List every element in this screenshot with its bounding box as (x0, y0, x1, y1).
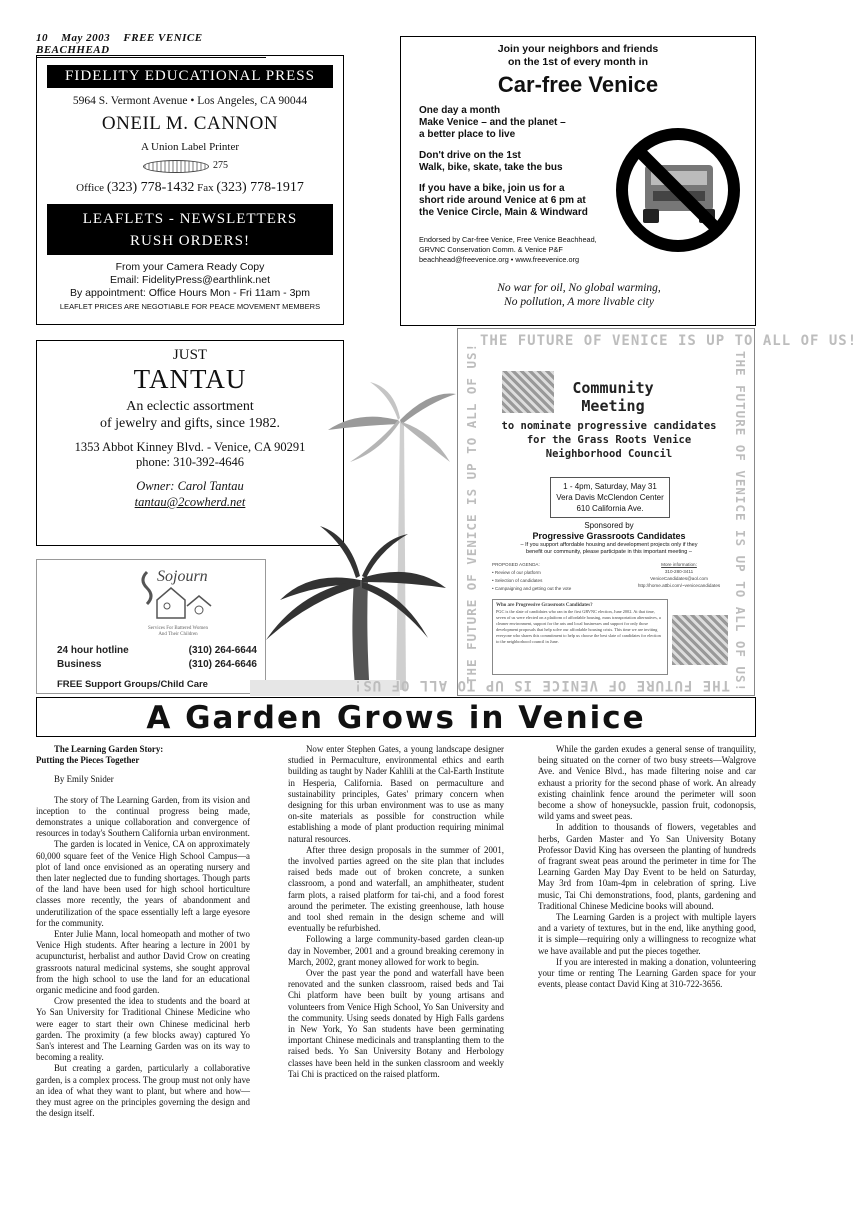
article-paragraph: Over the past year the pond and waterfall have been renovated and the sunken classroom, raised beds and Tai Chi platform have been built by young artisans and volunteers from Venice High School, Yo San University and the community. Using seeds donated by High Falls gardens in New York, Yo San students have been germinating important Chinese medicinals and transplanting them to the raised beds. Yo San University Botany and Herbology classes have been held in the sunken classroom and weekly Tai Chi is practiced on the raised platform. (288, 968, 504, 1079)
foot-line-1: From your Camera Ready Copy (115, 261, 265, 273)
flyer-border-top: THE FUTURE OF VENICE IS UP TO ALL OF US! (480, 333, 857, 349)
endorse-line-1: Endorsed by Car-free Venice, Free Venice Beachhead, (419, 235, 597, 244)
contact-title: More information: (661, 562, 697, 567)
meeting-subheading (486, 419, 732, 461)
article-kicker (36, 744, 250, 766)
sojourn-sub-line-2: And Their Children (158, 632, 198, 637)
band-line-2: RUSH ORDERS! (130, 233, 250, 249)
sojourn-phones (57, 644, 257, 692)
band-line-1: LEAFLETS - NEWSLETTERS (82, 211, 298, 227)
fidelity-press-ad (36, 55, 344, 325)
fidelity-union-label: A Union Label Printer (140, 141, 240, 153)
tantau-owner: Owner: Carol Tantau (136, 479, 244, 493)
tantau-email: tantau@2cowherd.net (134, 495, 246, 509)
info-box-title: Who are Progressive Grassroots Candidates? (496, 603, 593, 608)
carfree-title: Car-free Venice (497, 72, 659, 97)
issue-date: May 2003 (61, 32, 111, 44)
contact-email: VeniceCandidates@aol.com (650, 576, 708, 581)
article-paragraph: Now enter Stephen Gates, a young landscape designer studied in Permaculture, environmental ethics and earth building as taught by Nader Kahlili at the Cal-Earth Institute in Hesperia, California. Based on permaculture and sustainability principles, Gates' primary concern when designing for this urban environment was to use as many on-site materials as possible for construction while establishing a mode of plant production requiring minimal natural resources. (288, 744, 504, 844)
carfree-p1-line-3: a better place to live (419, 129, 516, 140)
sojourn-name: Sojourn (157, 568, 208, 585)
contact-url: http://home.attbi.com/~venicecandidates (637, 583, 721, 588)
article-paragraph: The Learning Garden is a project with multiple layers and a variety of textures, but in the end, like anything good, it is simple—requiring only a willingness to recognize what we have available and put the pieces together. (538, 912, 756, 956)
contact-phone: 310-280-3411 (664, 569, 694, 574)
carfree-head-line-2: on the 1st of every month in (507, 56, 649, 68)
agenda-item: • Review of our platform (492, 570, 541, 575)
flyer-border-bottom: THE FUTURE OF VENICE IS UP TO ALL OF US! (352, 677, 730, 693)
hotline-number: (310) 264-6644 (188, 645, 257, 656)
meeting-head-line-2: Meeting (581, 397, 645, 415)
slogan-line-2: No pollution, A more livable city (504, 296, 654, 308)
sponsor-note-line-2: benefit our community, please participate in this important meeting – (526, 549, 692, 555)
carfree-slogan (401, 281, 757, 309)
article-paragraph: Following a large community-based garden clean-up day in November, 2001 and a ground breaking ceremony in March, 2002, grant money allowed for work to begin. (288, 934, 504, 967)
meeting-venue: Vera Davis McClendon Center (556, 493, 664, 502)
meeting-contact (624, 561, 734, 589)
carfree-para-1 (419, 105, 629, 141)
fidelity-band (47, 204, 333, 255)
page-number: 10 (36, 32, 48, 44)
community-meeting-flyer (352, 328, 857, 696)
article-paragraph: If you are interested in making a donation, volunteering your time or renting The Learning Garden space for your events, please contact David King at 310-722-3656. (538, 956, 756, 990)
fidelity-phones (37, 180, 343, 196)
sojourn-sub-line-1: Services For Battered Women (148, 626, 208, 631)
carfree-p3-line-2: short ride around Venice at 6 pm at (419, 195, 586, 206)
article-paragraph: In addition to thousands of flowers, vegetables and herbs, Garden Master and Yo San University Botany Professor David King has overseen the planting of hundreds of fragrant sweat peas around the perimeter in time for The Learning Garden May Day Event to be held on Saturday, May 3rd from 10am-4pm in celebration of spring. Live music, Tai Chi demonstrations, food, plants, gardening and Traditional Chinese Medicine books will abound. (538, 822, 756, 911)
article-paragraph: The garden is located in Venice, CA on approximately 60,000 square feet of the Venice High School Campus—a plot of land once envisioned as an operating nursery and then later neglected due to funding shortages. Though parts of the land have been used for high school horticulture classes more recently, the years of abandonment and underutilization of the space essentially left a large eyesore for the community. (36, 839, 250, 928)
tantau-phone: phone: 310-392-4646 (136, 455, 244, 469)
article-paragraph: Enter Julie Mann, local homeopath and mother of two Venice High students. After hearing a lecture in 2001 by acupuncturist, herbalist and author David Crow on creating grassroots natural medicinal systems, she sought approval from the high school to use the land for an educational organic medicine and food garden. (36, 929, 250, 996)
article-byline: By Emily Snider (54, 774, 114, 785)
carfree-p3-line-1: If you have a bike, join us for a (419, 183, 565, 194)
business-label: Business (57, 659, 102, 670)
fax-label: Fax (197, 182, 214, 194)
meeting-details-box (550, 477, 670, 518)
kicker-line-1: The Learning Garden Story: (54, 744, 164, 754)
agenda-item: • Selection of candidates (492, 578, 543, 583)
fidelity-owner: ONEIL M. CANNON (101, 113, 279, 134)
business-number: (310) 264-6646 (188, 659, 257, 670)
article-headline: A Garden Grows in Venice (146, 700, 646, 736)
carfree-head-line-1: Join your neighbors and friends (497, 43, 659, 55)
sojourn-business-row (57, 658, 257, 672)
sponsor-note-line-1: – If you support affordable housing and development projects only if they (520, 542, 698, 548)
sojourn-subtitle (123, 626, 233, 638)
article-column-1 (36, 744, 250, 1120)
agenda-item: • Campaigning and getting out the vote (492, 586, 572, 591)
tantau-name: TANTAU (133, 364, 247, 394)
kicker-line-2: Putting the Pieces Together (36, 755, 140, 766)
foot-line-2: Email: FidelityPress@earthlink.net (109, 274, 271, 286)
palm-tree-illustration (250, 380, 460, 696)
union-bug-icon (135, 159, 245, 175)
slogan-line-1: No war for oil, No global warming, (497, 282, 661, 294)
sponsor-label: Sponsored by (584, 521, 634, 530)
flyer-border-left: THE FUTURE OF VENICE IS UP TO ALL OF US! (464, 342, 479, 684)
flyer-thumbnail-image (502, 371, 554, 413)
carfree-p1-line-2: Make Venice – and the planet – (419, 117, 566, 128)
union-bug-number: 275 (213, 160, 228, 171)
meeting-sub-line-1: to nominate progressive candidates (501, 420, 717, 432)
meeting-address: 610 California Ave. (576, 504, 644, 513)
fidelity-footer (37, 261, 343, 313)
meeting-info-box (492, 599, 668, 675)
sojourn-hotline-row (57, 644, 257, 658)
flyer-photo-image (672, 615, 728, 665)
tantau-desc-line-1: An eclectic assortment (126, 399, 254, 414)
paper-name: FREE VENICE BEACHHEAD (36, 32, 203, 56)
car-free-venice-ad (400, 36, 756, 326)
endorse-line-2: GRVNC Conservation Comm. & Venice P&F (419, 245, 563, 254)
flyer-border-right: THE FUTURE OF VENICE IS UP TO ALL OF US! (733, 351, 748, 693)
carfree-para-2 (419, 150, 629, 174)
meeting-sub-line-2: for the Grass Roots Venice (526, 434, 692, 446)
meeting-sponsor (486, 521, 732, 556)
office-phone: (323) 778-1432 (106, 180, 195, 195)
headline-box (36, 697, 756, 737)
carfree-p1-line-1: One day a month (419, 105, 501, 116)
sojourn-footer: FREE Support Groups/Child Care (57, 679, 208, 690)
foot-line-4: LEAFLET PRICES ARE NEGOTIABLE FOR PEACE MOVEMENT MEMBERS (59, 302, 321, 311)
foot-line-3: By appointment: Office Hours Mon - Fri 11am - 3pm (69, 287, 311, 299)
fidelity-address: 5964 S. Vermont Avenue • Los Angeles, CA 90044 (72, 95, 308, 107)
article-column-3 (538, 744, 756, 990)
fidelity-title: FIDELITY EDUCATIONAL PRESS (47, 65, 333, 88)
article-paragraph: After three design proposals in the summer of 2001, the involved parties agreed on the site plan that includes raised beds made out of broken concrete, a sunken classroom, a pond and waterfall, an amphitheater, student farm plots, a raised platform for tai-chi, and a food forest around the perimeter. The existing greenhouse, lath house and tool shed remain in the design scheme and will eventually be refurbished. (288, 844, 504, 934)
carfree-body (419, 105, 629, 228)
article-column-2 (288, 744, 504, 1080)
fax-phone: (323) 778-1917 (216, 180, 304, 195)
article-paragraph: But creating a garden, particularly a collaborative garden, is a complex process. The group must not only have an idea of what they want to plant, but where and how—they must agree on the principles governing the design and the design itself. (36, 1063, 250, 1119)
agenda-title: PROPOSED AGENDA: (492, 562, 540, 567)
meeting-head-line-1: Community (572, 379, 654, 397)
meeting-sub-line-3: Neighborhood Council (545, 448, 673, 460)
sponsor-name: Progressive Grassroots Candidates (532, 531, 686, 541)
meeting-agenda (492, 561, 612, 593)
article-paragraph: Crow presented the idea to students and the board at Yo San University for Traditional Chinese Medicine who were eager to start their own Chinese medicinal herb garden. The proximity (a few blocks away) captured Yo San's interest and The Learning Garden was on its way to becoming a reality. (36, 996, 250, 1063)
carfree-heading (401, 43, 755, 69)
tantau-just: JUST (172, 347, 208, 363)
carfree-p2-line-1: Don't drive on the 1st (419, 150, 521, 161)
tantau-desc-line-2: of jewelry and gifts, since 1982. (99, 416, 280, 431)
endorse-line-3: beachhead@freevenice.org • www.freevenice.org (419, 255, 580, 264)
carfree-p2-line-2: Walk, bike, skate, take the bus (419, 162, 563, 173)
article-paragraph: The story of The Learning Garden, from its vision and inception to the continual progress being made, demonstrates a unique collaboration and convergence of resources in today's Southern California urban environment. (36, 794, 250, 839)
sojourn-ad (36, 559, 266, 694)
meeting-time: 1 - 4pm, Saturday, May 31 (563, 482, 657, 491)
carfree-endorsements (419, 235, 649, 265)
carfree-para-3 (419, 183, 629, 219)
hotline-label: 24 hour hotline (57, 645, 129, 656)
tantau-address: 1353 Abbot Kinney Blvd. - Venice, CA 90291 (74, 440, 306, 454)
carfree-p3-line-3: the Venice Circle, Main & Windward (419, 207, 588, 218)
meeting-heading (558, 379, 668, 415)
office-label: Office (76, 182, 105, 194)
info-box-text: PGC is the slate of candidates who ran in the first GRVNC election, June 2002. At that time, seven of us were elected on a platform of affordable housing, mass transportation alternatives, a cleaner environment, support for the arts and local businesses and support for only those development proposals that help solve our affordable housing crisis. This time we are inviting everyone who shares this commitment to help us choose the best slate of candidates for election to the neighborhood council in June. (496, 609, 661, 644)
article-paragraph: While the garden exudes a general sense of tranquility, being situated on the corner of two busy streets—Walgrove Ave. and Venice Blvd., has made filtering noise and car exhaust a priority for the second phase of work. An already existing chainlink fence around the perimeter will soon become a show of honeysuckle, passion fruit, codonopsis, wild yams and sweet peas. (538, 744, 756, 822)
